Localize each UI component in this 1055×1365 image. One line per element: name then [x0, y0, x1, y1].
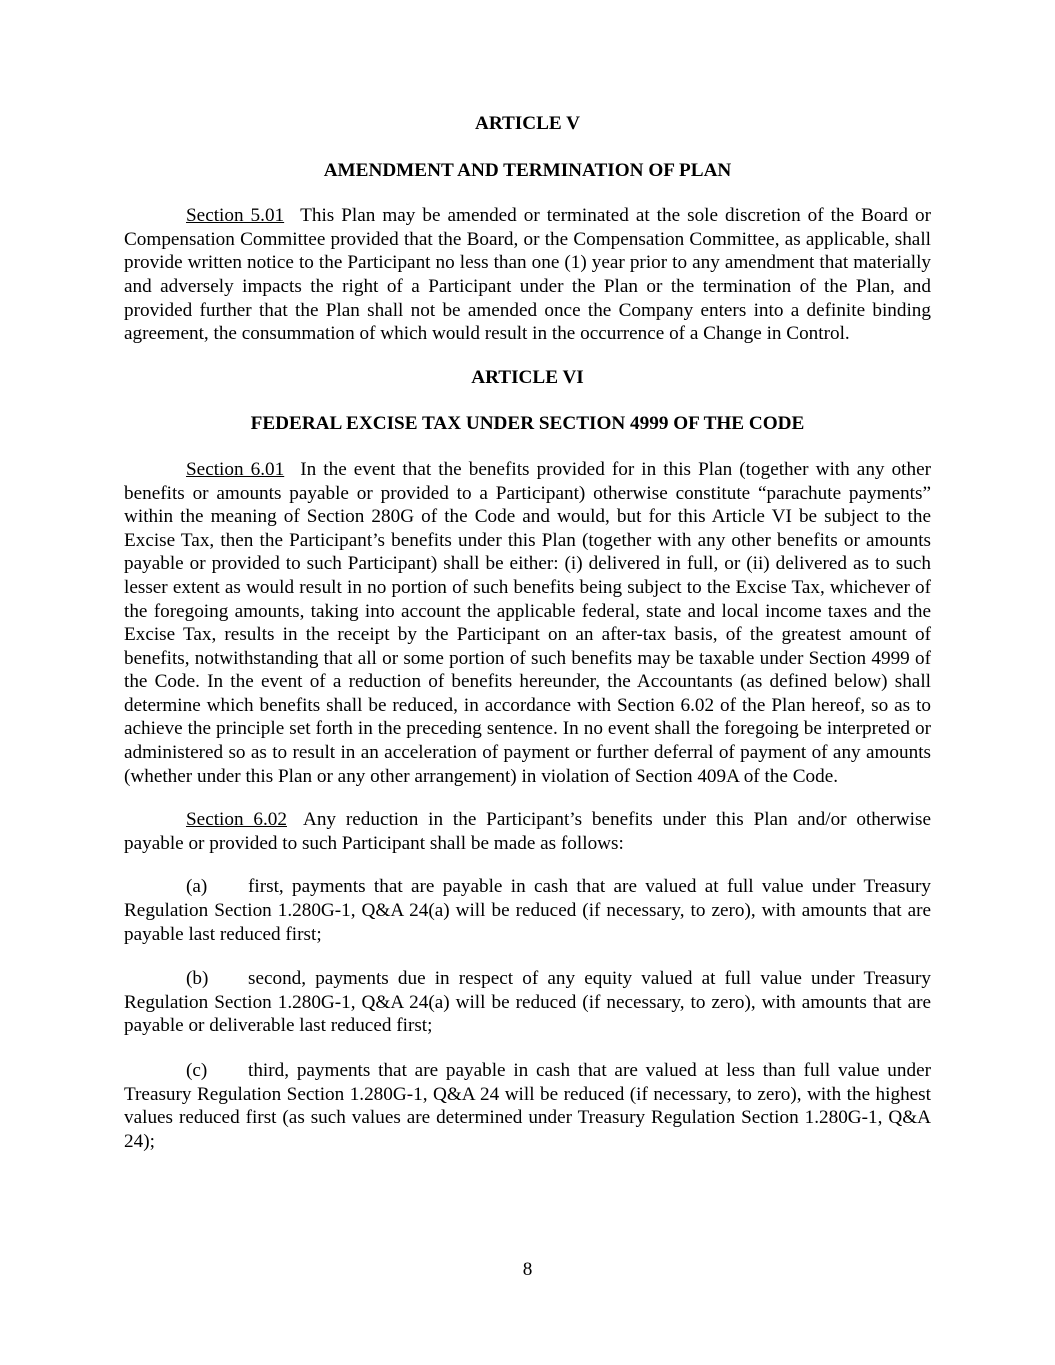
list-item-a-label: (a): [186, 876, 208, 898]
list-item-b-text: second, payments due in respect of any equity valued at full value under Treasury Regulation Section 1.280G-1, Q&A 24(a) will be reduced (if necessary, to zero), with amounts that are payable or deliverable last reduced first;: [124, 968, 931, 1037]
section-6-01-paragraph: [124, 458, 931, 788]
document-page: [124, 112, 931, 1174]
list-item-c-label: (c): [186, 1060, 208, 1081]
list-item-a: [124, 875, 931, 946]
list-item-a-text: first, payments that are payable in cash that are valued at full value under Treasury Regulation Section 1.280G-1, Q&A 24(a) will be reduced (if necessary, to zero), with amounts that are payable last reduced first;: [124, 876, 931, 945]
article-vi-heading: ARTICLE VI: [471, 366, 584, 388]
section-5-01-label: Section 5.01: [186, 205, 285, 227]
list-item-c-text: third, payments that are payable in cash that are valued at less than full value under Treasury Regulation Section 1.280G-1, Q&A 24 will be reduced (if necessary, to zero), with the highest values reduced first (as such values are determined under Treasury Regulation Section 1.280G-1, Q&A 24);: [124, 1060, 931, 1152]
section-5-01-text: This Plan may be amended or terminated at the sole discretion of the Board or Compensation Committee provided that the Board, or the Compensation Committee, as applicable, shall provide written notice to the Participant no less than one (1) year prior to any amendment that materially and adversely impacts the right of a Participant under the Plan or the termination of the Plan, and provided further that the Plan shall not be amended once the Company enters into a definite binding agreement, the consummation of which would result in the occurrence of a Change in Control.: [124, 205, 931, 345]
section-6-02-paragraph: [124, 808, 931, 855]
section-6-01-label: Section 6.01: [186, 458, 285, 480]
section-5-01-paragraph: [124, 204, 931, 346]
article-v-title: AMENDMENT AND TERMINATION OF PLAN: [323, 159, 732, 181]
article-v-heading: ARTICLE V: [474, 113, 581, 134]
section-6-02-text: Any reduction in the Participant’s benefits under this Plan and/or otherwise payable or provided to such Participant shall be made as follows:: [124, 809, 931, 854]
article-vi-title: FEDERAL EXCISE TAX UNDER SECTION 4999 OF THE CODE: [250, 413, 805, 435]
section-6-01-text: In the event that the benefits provided for in this Plan (together with any other benefits or amounts payable or provided to a Participant) otherwise constitute “parachute payments” within the meaning of Section 280G of the Code and would, but for this Article VI be subject to the Excise Tax, then the Participant’s benefits under this Plan (together with any other benefits or amounts payable or provided to such Participant) shall be either: (i) delivered in full, or (ii) delivered as to such lesser extent as would result in no portion of such benefits being subject to the Excise Tax, whichever of the foregoing amounts, taking into account the applicable federal, state and local income taxes and the Excise Tax, results in the receipt by the Participant on an after-tax basis, of the greatest amount of benefits, notwithstanding that all or some portion of such benefits may be taxable under Section 4999 of the Code. In the event of a reduction of benefits hereunder, the Accountants (as defined below) shall determine which benefits shall be reduced, in accordance with Section 6.02 of the Plan hereof, so as to achieve the principle set forth in the preceding sentence. In no event shall the foregoing be interpreted or administered so as to result in an acceleration of payment or further deferral of payment of any amounts (whether under this Plan or any other arrangement) in violation of Section 409A of the Code.: [124, 458, 931, 787]
list-item-b-label: (b): [186, 968, 209, 990]
page-number: 8: [522, 1259, 533, 1280]
list-item-b: [124, 967, 931, 1038]
section-6-02-label: Section 6.02: [186, 809, 287, 831]
list-item-c: [124, 1059, 931, 1153]
